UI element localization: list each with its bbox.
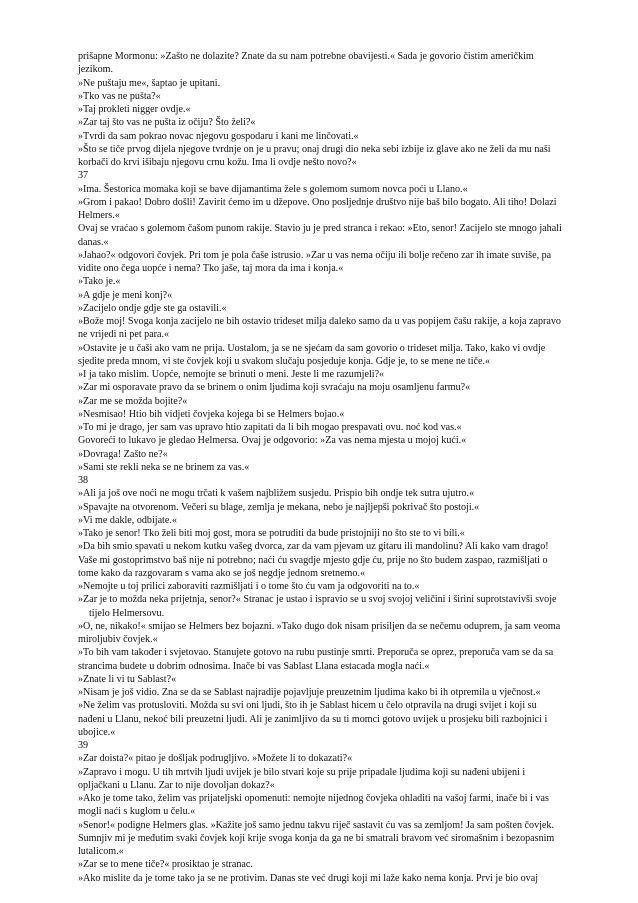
text-line: »A gdje je meni konj?« bbox=[78, 289, 173, 301]
text-line: »Dovraga! Zašto ne?« bbox=[78, 448, 168, 460]
text-line: »To bih vam također i svjetovao. Stanujete gotovo na rubu pustinje smrti. Preporuča se oprez, preporuča vam se da sa strancima budete u dobrim odnosima. Inače bi vas Sablast Llana estacada mogla naći.« bbox=[78, 647, 554, 672]
page-number: 37 bbox=[78, 170, 89, 182]
text-line: »Tvrdi da sam pokrao novac njegovu gospodaru i kani me linčovati.« bbox=[78, 130, 359, 142]
text-line: »Zar mi osporavate pravo da se brinem o onim ljudima koji svraćaju na moju osamljenu farmu?« bbox=[78, 382, 471, 394]
text-line: »Sami ste rekli neka se ne brinem za vas.« bbox=[78, 461, 250, 473]
text-line: »Znate li vi tu Sablast?« bbox=[78, 673, 177, 685]
text-line: »Zar se to mene tiče?« prosiktao je stranac. bbox=[78, 859, 253, 871]
text-line: »Zar me se možda bojite?« bbox=[78, 395, 188, 407]
text-line: »Što se tiče prvog dijela njegove tvrdnje on je u pravu; onaj drugi dio neka sebi izbije iz glave ako ne želi da mu naši korbači do krvi išibaju njegovu crnu kožu. Ima li ovdje nešto novo?« bbox=[78, 143, 551, 168]
text-line: »Tko vas ne pušta?« bbox=[78, 90, 161, 102]
text-line: »Tako je.« bbox=[78, 276, 121, 288]
text-line: »Zapravo i mogu. U tih mrtvih ljudi uvijek je bilo stvari koje su prije pripadale ljudima koji su nađeni ubijeni i opljačkani u Llanu. Zar to nije dovoljan dokaz?« bbox=[78, 766, 526, 791]
text-line: »Ne želim vas protusloviti. Možda su svi oni ljudi, što ih je Sablast hicem u čelo otpravila na drugi svijet i koji su nađeni u Llanu, nekoć bili preuzetni ljudi. Ali je zanimljivo da su ti momci gotovo uvijek u prosjeku bili razbojnici i ubojice.« bbox=[78, 700, 548, 738]
text-line: »Zar doista?« pitao je došljak podrugljivo. »Možete li to dokazati?« bbox=[78, 753, 353, 765]
text-line: »To mi je drago, jer sam vas upravo htio zapitati da li bih mogao prespavati ovu. noć kod vas.« bbox=[78, 422, 462, 433]
text-line: »O, ne, nikako!« smijao se Helmers bez bojazni. »Tako dugo dok nisam prisiljen da se nečemu oduprem, ja sam veoma miroljubiv čovjek.« bbox=[78, 620, 561, 645]
text-line: »Nemojte u toj prilici zaboraviti razmišljati i o tome što ću vam ja odgovoriti na to.« bbox=[78, 581, 420, 592]
text-line: Govoreći to lukavo je gledao Helmersa. Ovaj je odgovorio: »Za vas nema mjesta u mojoj kući.« bbox=[78, 435, 467, 447]
text-line: »Zar je to možda neka prijetnja, senor?« Stranac je ustao i ispravio se u svoj svojoj veličini i širini suprotstavivši svoje tijelo Helmersovu. bbox=[78, 594, 557, 619]
text-line: »Ne puštaju me«, šaptao je upitani. bbox=[78, 77, 221, 89]
text-line: prišapne Mormonu: »Zašto ne dolazite? Znate da su nam potrebne obavijesti.« Sada je govorio čistim američkim jezikom. bbox=[78, 51, 534, 76]
text-line: »I ja tako mislim. Uopće, nemojte se brinuti o meni. Jeste li me razumjeli?« bbox=[78, 369, 385, 380]
text-line: »Tako je senor! Tko želi biti moj gost, mora se potruditi da bude pristojniji no što ste to vi bili.« bbox=[78, 528, 465, 539]
page-number: 39 bbox=[78, 740, 89, 751]
text-line: »Zar taj što vas ne pušta iz očiju? Što želi?« bbox=[78, 117, 256, 129]
text-line: »Taj prokleti nigger ovdje.« bbox=[78, 104, 191, 115]
text-line: Ovaj se vraćao s golemom čašom punom rakije. Stavio ju je pred stranca i rekao: »Eto, senor! Zacijelo ste mnogo jahali danas.« bbox=[78, 223, 562, 248]
text-line: »Senor!« podigne Helmers glas. »Kažite još samo jednu takvu riječ sastavit ću vas sa zemljom! Ja sam pošten čovjek. Sumnjiv mi je međutim svaki čovjek koji krije svoga konja da ga ne bi smatrali bravom već siromašnim i bezopasnim lutalicom.« bbox=[78, 819, 555, 857]
text-line: »Nisam je još vidio. Zna se da se Sablast najradije pojavljuje preuzetnim ljudima kako bi ih otpremila u vječnost.« bbox=[78, 687, 541, 698]
text-line: »Spavajte na otvorenom. Večeri su blage, zemlja je mekana, nebo je najljepši pokrivač što postoji.« bbox=[78, 501, 480, 513]
text-line: »Grom i pakao! Dobro došli! Zavirit ćemo im u džepove. Ono posljednje društvo nije baš bilo bogato. Ali tiho! Dolazi Helmers.« bbox=[78, 196, 557, 221]
text-line: »Ostavite je u čaši ako vam ne prija. Uostalom, ja se ne sjećam da sam govorio o trideset milja. Tako, kako vi ovdje sjedite preda mnom, vi ste čovjek koji u svakom slučaju posjeduje konja. Gdje je, to se mene ne tiče.« bbox=[78, 342, 546, 367]
text-line: »Ako mislite da je tome tako ja se ne protivim. Danas ste već drugi koji mi laže kako nema konja. Prvi je bio ovaj bbox=[78, 872, 538, 884]
text-line: »Ima. Šestorica momaka koji se bave dijamantima žele s golemom sumom novca poći u Llano.« bbox=[78, 183, 468, 195]
text-line: »Ali ja još ove noći ne mogu trčati k vašem najbližem susjedu. Prispio bih ondje tek sutra ujutro.« bbox=[78, 488, 475, 500]
text-line: »Ako je tome tako, želim vas prijateljski opomenuti: nemojte nijednog čovjeka ohladiti na vašoj farmi, inače bi i vas mogli naći s kuglom u čelu.« bbox=[78, 793, 549, 818]
text-line: »Bože moj! Svoga konja zacijelo ne bih ostavio trideset milja daleko samo da u vas popijem čašu rakije, a koja zapravo ne vrijedi ni pet para.« bbox=[78, 316, 561, 341]
text-line: »Zacijelo ondje gdje ste ga ostavili.« bbox=[78, 302, 227, 314]
text-line: »Jahao?« odgovori čovjek. Pri tom je pola čaše istrusio. »Zar u vas nema očiju ili bolje rečeno zar ih imate suviše, pa vidite ono čega uopće i nema? Tko jaše, taj mora da ima i konja.« bbox=[78, 249, 552, 274]
page-number: 38 bbox=[78, 475, 89, 486]
text-line: »Nesmisao! Htio bih vidjeti čovjeka kojega bi se Helmers bojao.« bbox=[78, 408, 345, 420]
document-page bbox=[78, 50, 566, 885]
text-line: »Da bih smio spavati u nekom kutku vašeg dvorca, zar da vam pjevam uz gitaru ili mandolinu? Ali kako vam drago! Vaše mi gostoprimstvo baš nije ni potrebno; naći ću svagdje mjesto gdje ću, prije no što budem zaspao, razmišljati o tome kako da razgovaram s vama ako se još negdje jednom sretnemo.« bbox=[78, 541, 549, 579]
text-line: »Vi me dakle, odbijate.« bbox=[78, 514, 177, 526]
